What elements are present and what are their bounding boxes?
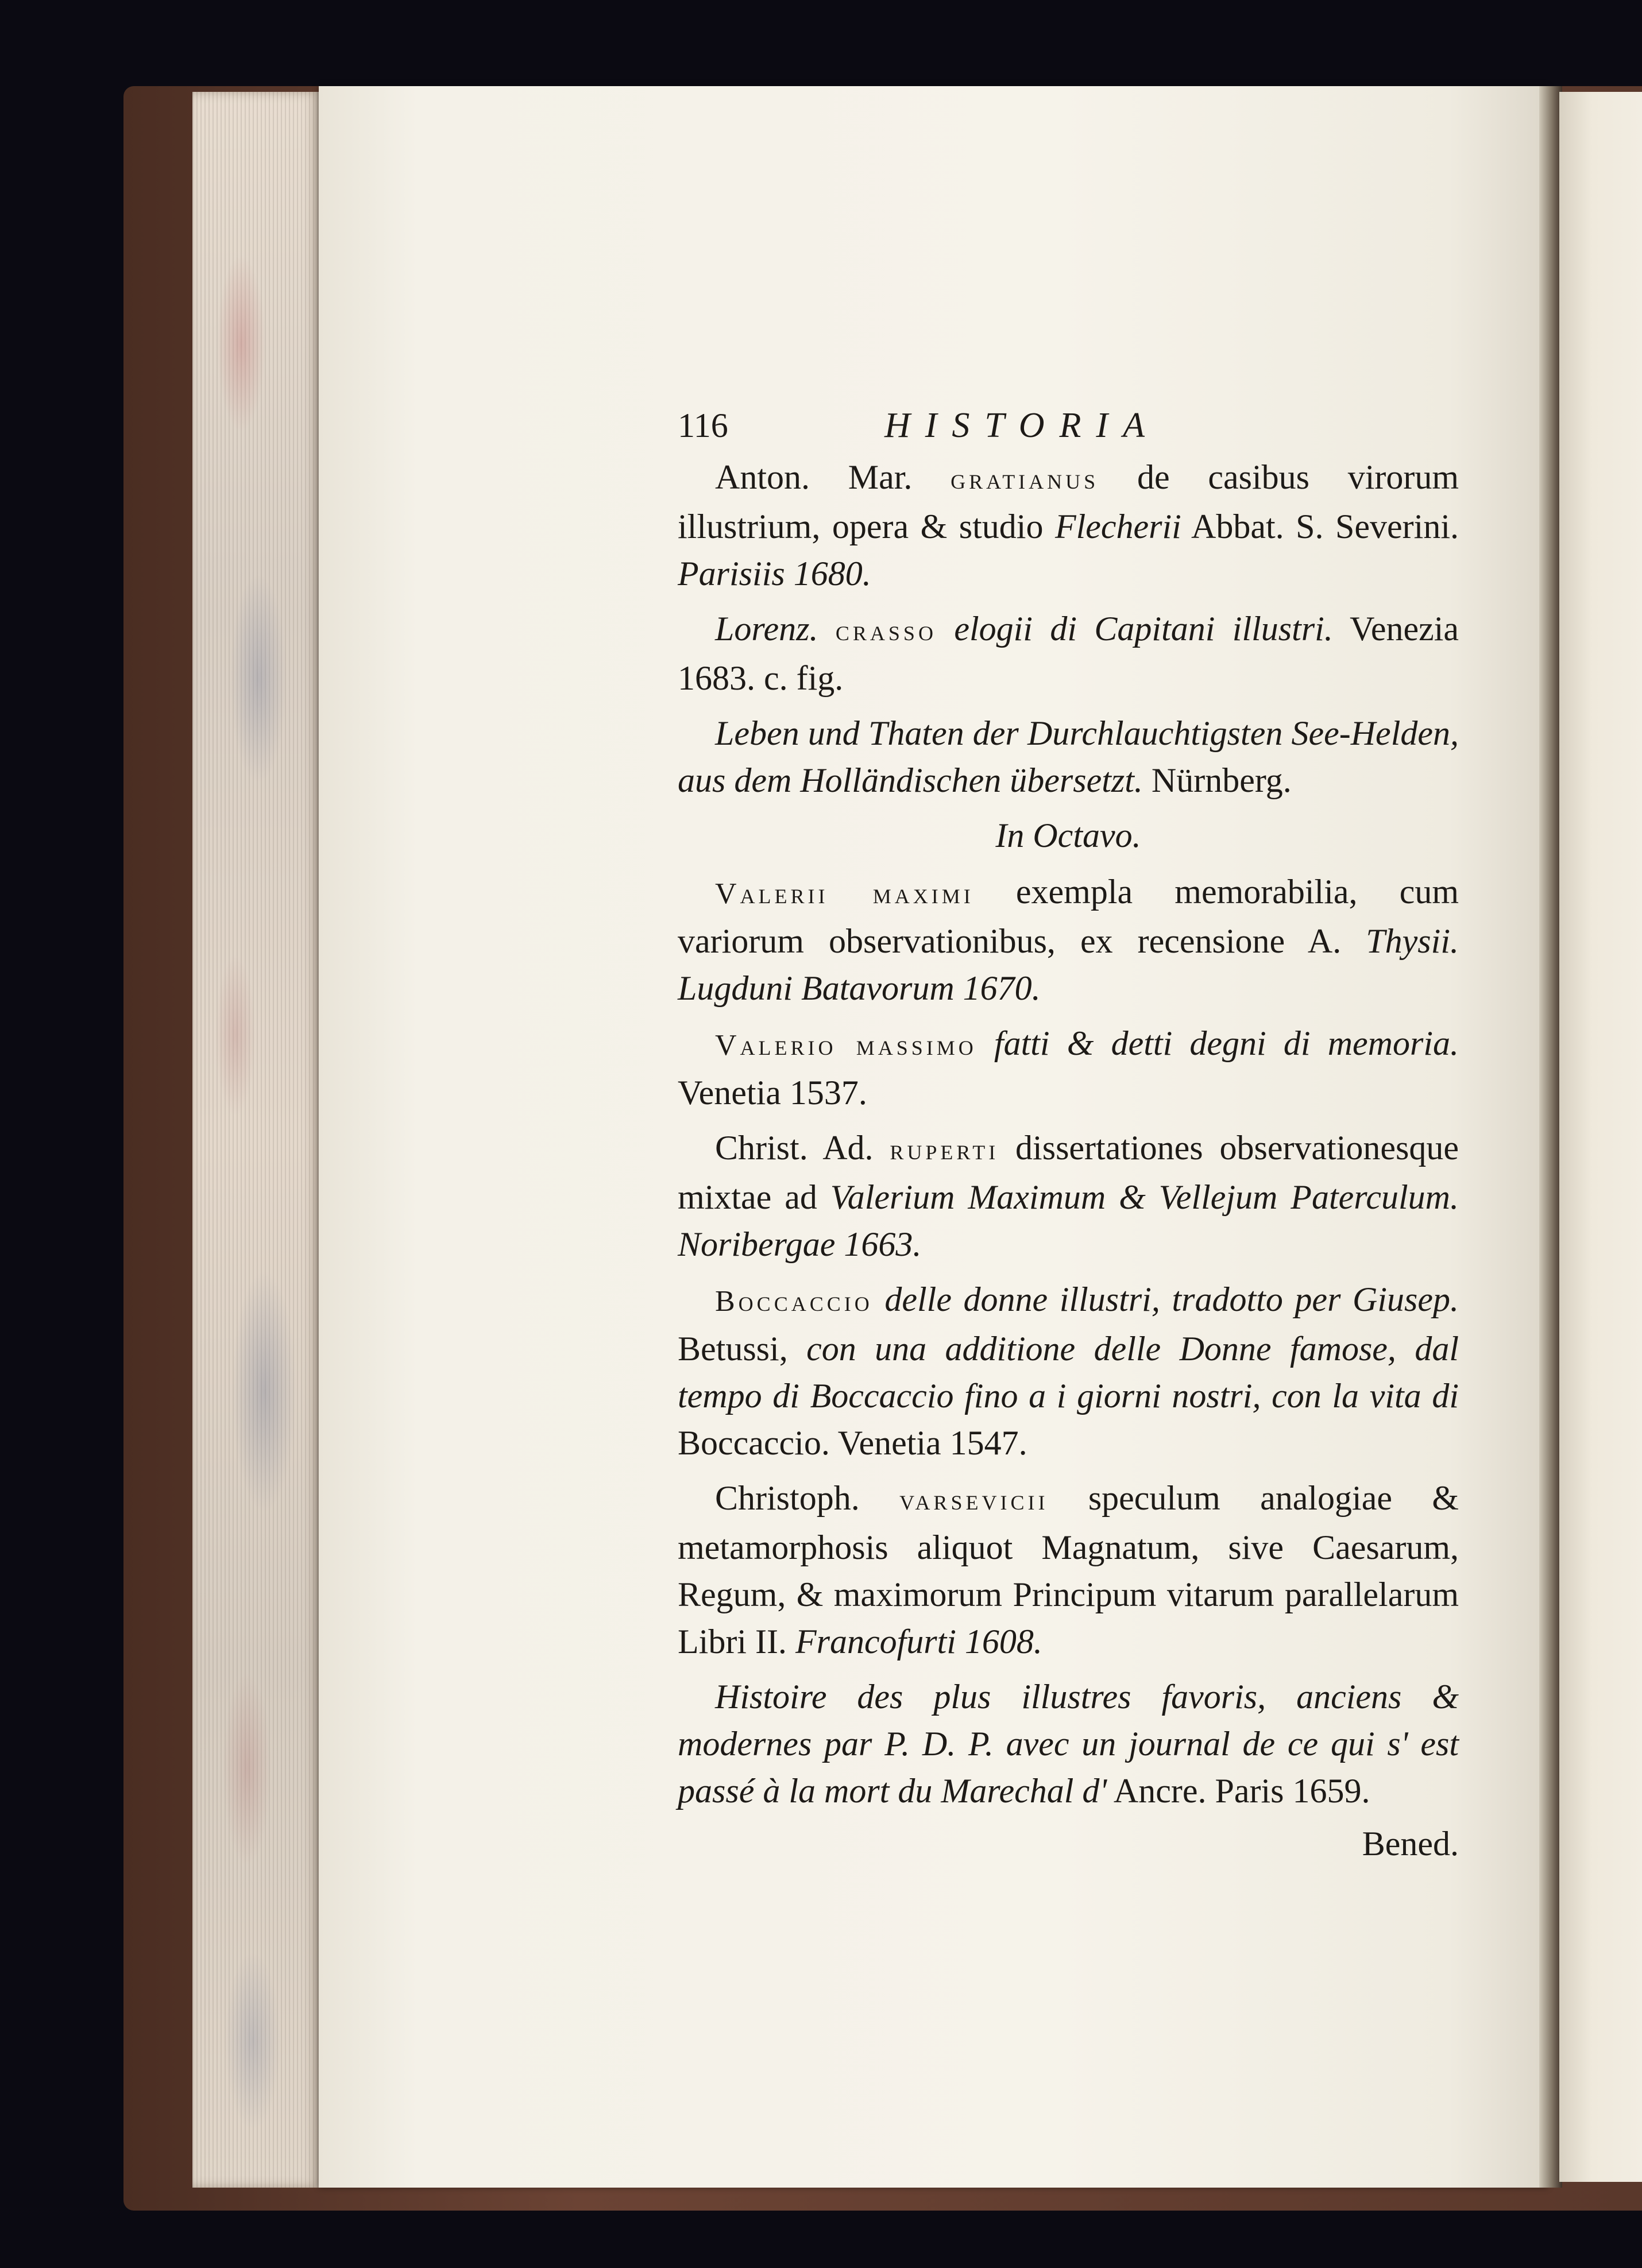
bibliography-entry: Histoire des plus illustres favoris, anciens & modernes par P. D. P. avec un journal de ce qui s' est passé à la mort du Marechal d' Ancre. Paris 1659. — [678, 1678, 1459, 1810]
book-gutter — [1539, 86, 1562, 2188]
bibliography-entry: Lorenz. crasso elogii di Capitani illustri. Venezia 1683. c. fig. — [678, 610, 1459, 697]
page-text — [678, 402, 1459, 1867]
bibliography-entry: Anton. Mar. gratianus de casibus virorum illustrium, opera & studio Flecherii Abbat. S. Severini. Parisiis 1680. — [678, 458, 1459, 593]
bibliography-entry: Leben und Thaten der Durchlauchtigsten See-Helden, aus dem Holländischen übersetzt. Nürnberg. — [678, 714, 1459, 799]
page-number: 116 — [678, 407, 728, 444]
bibliography-entry: Christ. Ad. ruperti dissertationes observationesque mixtae ad Valerium Maximum & Vellejum Paterculum. Noribergae 1663. — [678, 1129, 1459, 1263]
bibliography-entry: Valerio massimo fatti & detti degni di memoria. Venetia 1537. — [678, 1024, 1459, 1112]
section-heading: In Octavo. — [995, 816, 1141, 854]
catchword: Bened. — [1362, 1825, 1459, 1863]
page-header — [678, 402, 1459, 454]
marbled-edge — [195, 92, 310, 2188]
bibliography-entry: Christoph. varsevicii speculum analogiae & metamorphosis aliquot Magnatum, sive Caesarum, Regum, & maximorum Principum vitarum parallelarum Libri II. Francofurti 1608. — [678, 1479, 1459, 1661]
running-title: HISTORIA — [884, 406, 1160, 445]
bibliography-entry: Valerii maximi exempla memorabilia, cum variorum observationibus, ex recensione A. Thysii. Lugduni Batavorum 1670. — [678, 873, 1459, 1007]
facing-page-edge — [1559, 92, 1642, 2182]
bibliography-entry: Boccaccio delle donne illustri, tradotto per Giusep. Betussi, con una additione delle Donne famose, dal tempo di Boccaccio fino a i giorni nostri, con la vita di Boccaccio. Venetia 1547. — [678, 1280, 1459, 1462]
